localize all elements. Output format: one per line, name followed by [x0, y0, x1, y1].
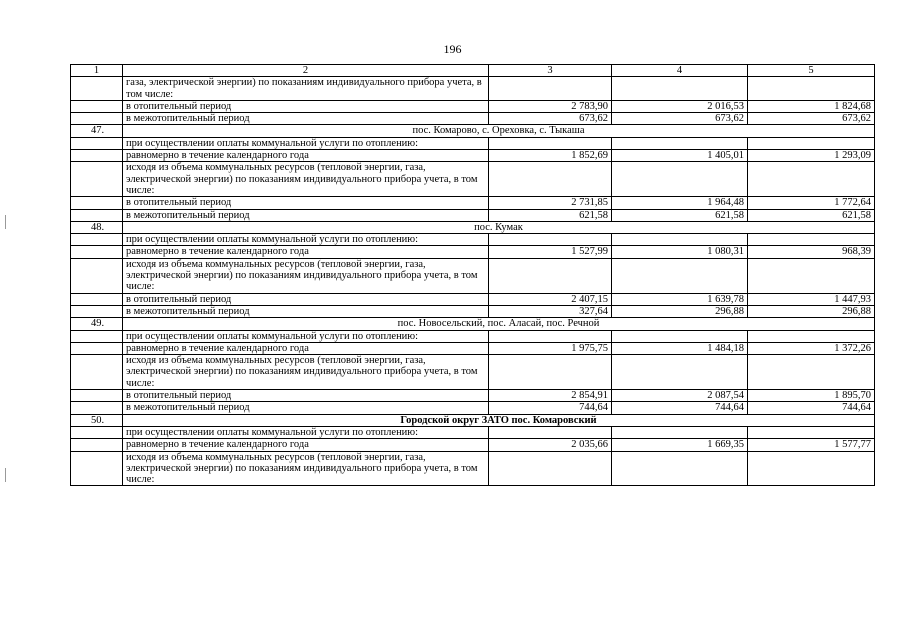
value-col-4: 1 484,18	[612, 342, 748, 354]
column-header-2: 2	[123, 65, 489, 77]
row-number-cell	[71, 342, 123, 354]
empty-cell	[612, 426, 748, 438]
value-col-5: 1 372,26	[748, 342, 875, 354]
row-label: в отопительный период	[123, 197, 489, 209]
row-number-cell	[71, 330, 123, 342]
value-row	[71, 150, 875, 162]
table-header-row	[71, 65, 875, 77]
value-col-5: 673,62	[748, 113, 875, 125]
empty-cell	[612, 355, 748, 390]
row-label: равномерно в течение календарного года	[123, 246, 489, 258]
value-row	[71, 100, 875, 112]
empty-cell	[612, 234, 748, 246]
row-label: равномерно в течение календарного года	[123, 439, 489, 451]
value-col-3: 1 527,99	[489, 246, 612, 258]
value-col-3: 2 783,90	[489, 100, 612, 112]
row-number-cell	[71, 113, 123, 125]
column-header-3: 3	[489, 65, 612, 77]
empty-cell	[612, 77, 748, 101]
value-col-4: 1 964,48	[612, 197, 748, 209]
row-number-cell	[71, 246, 123, 258]
row-label: в межотопительный период	[123, 305, 489, 317]
value-col-3: 1 852,69	[489, 150, 612, 162]
empty-cell	[612, 137, 748, 149]
empty-cell	[489, 426, 612, 438]
value-col-5: 1 772,64	[748, 197, 875, 209]
row-label: в межотопительный период	[123, 402, 489, 414]
empty-cell	[612, 451, 748, 486]
empty-cell	[489, 355, 612, 390]
tariff-table	[70, 64, 875, 486]
value-row	[71, 197, 875, 209]
value-col-4: 621,58	[612, 209, 748, 221]
value-row	[71, 402, 875, 414]
value-col-3: 2 854,91	[489, 390, 612, 402]
page-number: 196	[443, 42, 462, 56]
row-label: равномерно в течение календарного года	[123, 150, 489, 162]
empty-cell	[748, 162, 875, 197]
locality-row	[71, 414, 875, 426]
empty-cell	[489, 77, 612, 101]
value-row	[71, 113, 875, 125]
row-number-cell	[71, 100, 123, 112]
locality-row	[71, 221, 875, 233]
locality-row	[71, 125, 875, 137]
value-col-4: 296,88	[612, 305, 748, 317]
row-label: в отопительный период	[123, 100, 489, 112]
row-description: при осуществлении оплаты коммунальной услуги по отоплению:	[123, 234, 489, 246]
value-row	[71, 246, 875, 258]
row-description: исходя из объема коммунальных ресурсов (тепловой энергии, газа, электрической энергии) по показаниям индивидуального прибора учета, в том числе:	[123, 355, 489, 390]
empty-cell	[748, 234, 875, 246]
locality-name: пос. Новосельский, пос. Аласай, пос. Речной	[123, 318, 875, 330]
row-label: в межотопительный период	[123, 113, 489, 125]
empty-cell	[748, 77, 875, 101]
value-col-5: 1 824,68	[748, 100, 875, 112]
value-col-4: 1 405,01	[612, 150, 748, 162]
column-header-1: 1	[71, 65, 123, 77]
locality-number: 49.	[71, 318, 123, 330]
description-row	[71, 330, 875, 342]
margin-mark	[5, 468, 6, 482]
empty-cell	[489, 162, 612, 197]
row-number-cell	[71, 305, 123, 317]
row-number-cell	[71, 293, 123, 305]
value-col-5: 744,64	[748, 402, 875, 414]
empty-cell	[748, 355, 875, 390]
description-row	[71, 162, 875, 197]
value-col-4: 673,62	[612, 113, 748, 125]
row-label: в межотопительный период	[123, 209, 489, 221]
row-description: исходя из объема коммунальных ресурсов (тепловой энергии, газа, электрической энергии) по показаниям индивидуального прибора учета, в том числе:	[123, 451, 489, 486]
value-col-3: 327,64	[489, 305, 612, 317]
description-row	[71, 426, 875, 438]
value-col-5: 621,58	[748, 209, 875, 221]
row-description: при осуществлении оплаты коммунальной услуги по отоплению:	[123, 426, 489, 438]
row-number-cell	[71, 209, 123, 221]
value-row	[71, 209, 875, 221]
empty-cell	[748, 451, 875, 486]
empty-cell	[748, 426, 875, 438]
description-row	[71, 77, 875, 101]
value-col-5: 1 293,09	[748, 150, 875, 162]
value-col-3: 2 407,15	[489, 293, 612, 305]
row-number-cell	[71, 197, 123, 209]
value-col-3: 2 731,85	[489, 197, 612, 209]
value-col-5: 1 577,77	[748, 439, 875, 451]
locality-number: 50.	[71, 414, 123, 426]
row-description: исходя из объема коммунальных ресурсов (тепловой энергии, газа, электрической энергии) по показаниям индивидуального прибора учета, в том числе:	[123, 258, 489, 293]
value-row	[71, 342, 875, 354]
locality-name: Городской округ ЗАТО пос. Комаровский	[123, 414, 875, 426]
value-row	[71, 293, 875, 305]
empty-cell	[489, 137, 612, 149]
value-row	[71, 439, 875, 451]
empty-cell	[489, 258, 612, 293]
row-number-cell	[71, 77, 123, 101]
row-label: в отопительный период	[123, 390, 489, 402]
value-col-4: 1 669,35	[612, 439, 748, 451]
value-col-3: 744,64	[489, 402, 612, 414]
column-header-5: 5	[748, 65, 875, 77]
row-number-cell	[71, 355, 123, 390]
value-col-4: 2 016,53	[612, 100, 748, 112]
description-row	[71, 234, 875, 246]
row-description: при осуществлении оплаты коммунальной услуги по отоплению:	[123, 330, 489, 342]
row-label: в отопительный период	[123, 293, 489, 305]
value-col-3: 621,58	[489, 209, 612, 221]
empty-cell	[612, 330, 748, 342]
empty-cell	[612, 258, 748, 293]
value-row	[71, 390, 875, 402]
description-row	[71, 451, 875, 486]
empty-cell	[612, 162, 748, 197]
empty-cell	[489, 234, 612, 246]
value-col-5: 968,39	[748, 246, 875, 258]
value-col-4: 2 087,54	[612, 390, 748, 402]
value-col-5: 296,88	[748, 305, 875, 317]
locality-name: пос. Комарово, с. Ореховка, с. Тыкаша	[123, 125, 875, 137]
empty-cell	[489, 451, 612, 486]
row-number-cell	[71, 137, 123, 149]
empty-cell	[489, 330, 612, 342]
locality-row	[71, 318, 875, 330]
row-description: газа, электрической энергии) по показаниям индивидуального прибора учета, в том числе:	[123, 77, 489, 101]
empty-cell	[748, 330, 875, 342]
margin-mark	[5, 215, 6, 229]
locality-number: 47.	[71, 125, 123, 137]
description-row	[71, 137, 875, 149]
locality-number: 48.	[71, 221, 123, 233]
description-row	[71, 355, 875, 390]
value-row	[71, 305, 875, 317]
row-number-cell	[71, 150, 123, 162]
row-description: при осуществлении оплаты коммунальной услуги по отоплению:	[123, 137, 489, 149]
row-number-cell	[71, 439, 123, 451]
value-col-3: 1 975,75	[489, 342, 612, 354]
row-number-cell	[71, 426, 123, 438]
row-number-cell	[71, 390, 123, 402]
column-header-4: 4	[612, 65, 748, 77]
description-row	[71, 258, 875, 293]
empty-cell	[748, 137, 875, 149]
value-col-3: 2 035,66	[489, 439, 612, 451]
value-col-3: 673,62	[489, 113, 612, 125]
row-number-cell	[71, 234, 123, 246]
empty-cell	[748, 258, 875, 293]
row-description: исходя из объема коммунальных ресурсов (тепловой энергии, газа, электрической энергии) по показаниям индивидуального прибора учета, в том числе:	[123, 162, 489, 197]
value-col-5: 1 895,70	[748, 390, 875, 402]
value-col-4: 1 080,31	[612, 246, 748, 258]
locality-name: пос. Кумак	[123, 221, 875, 233]
value-col-4: 1 639,78	[612, 293, 748, 305]
value-col-5: 1 447,93	[748, 293, 875, 305]
row-number-cell	[71, 162, 123, 197]
row-number-cell	[71, 258, 123, 293]
row-number-cell	[71, 451, 123, 486]
value-col-4: 744,64	[612, 402, 748, 414]
row-number-cell	[71, 402, 123, 414]
row-label: равномерно в течение календарного года	[123, 342, 489, 354]
